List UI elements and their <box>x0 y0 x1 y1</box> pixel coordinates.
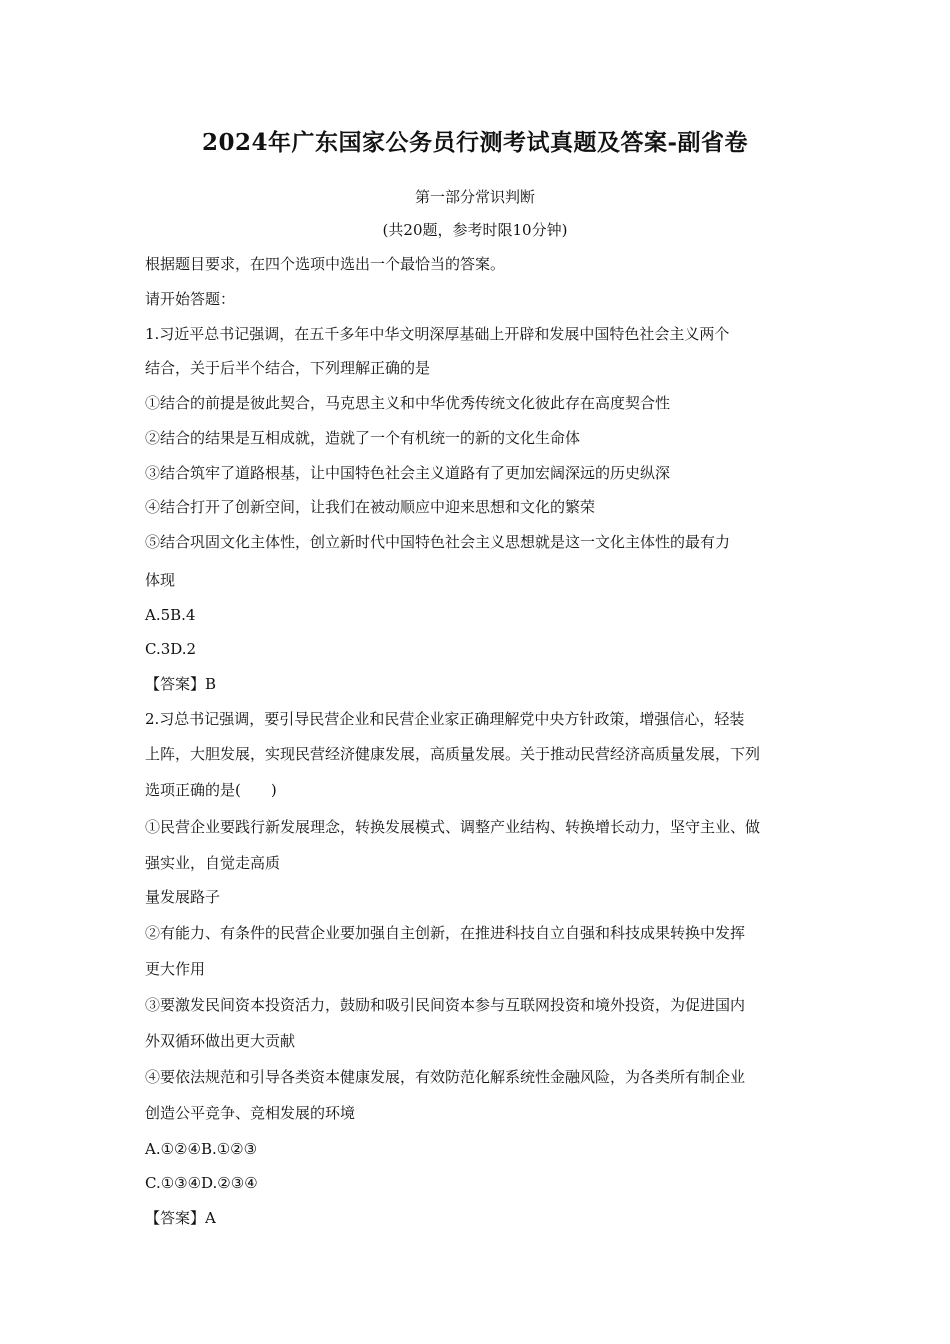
q1-option: 体现 <box>145 571 176 589</box>
q1-option: ④结合打开了创新空间，让我们在被动顺应中迎来思想和文化的繁荣 <box>145 498 596 516</box>
q2-option: 外双循环做出更大贡献 <box>145 1032 296 1050</box>
q1-option: ①结合的前提是彼此契合，马克思主义和中华优秀传统文化彼此存在高度契合性 <box>145 394 671 412</box>
q1-stem-line: 1.习近平总书记强调，在五千多年中华文明深厚基础上开辟和发展中国特色社会主义两个 <box>145 325 730 343</box>
q2-option: 量发展路子 <box>145 888 221 906</box>
q1-option: ⑤结合巩固文化主体性，创立新时代中国特色社会主义思想就是这一文化主体性的最有力 <box>145 533 731 551</box>
section-heading: 第一部分常识判断 <box>414 188 535 206</box>
q1-choices: A.5B.4 <box>145 606 196 624</box>
q2-option: 强实业，自觉走高质 <box>145 854 281 872</box>
q2-option: ①民营企业要践行新发展理念，转换发展模式、调整产业结构、转换增长动力，坚守主业、做 <box>145 818 761 836</box>
q2-choices: C.①③④D.②③④ <box>145 1174 258 1192</box>
instruction-text: 根据题目要求，在四个选项中选出一个最恰当的答案。 <box>145 255 506 273</box>
q1-option: ②结合的结果是互相成就，造就了一个有机统一的新的文化生命体 <box>145 429 581 447</box>
q2-option: ③要激发民间资本投资活力，鼓励和吸引民间资本参与互联网投资和境外投资，为促进国内 <box>145 996 746 1014</box>
q2-stem-line: 2.习总书记强调，要引导民营企业和民营企业家正确理解党中央方针政策，增强信心，轻装 <box>145 710 745 728</box>
q2-option: ④要依法规范和引导各类资本健康发展，有效防范化解系统性金融风险，为各类所有制企业 <box>145 1068 746 1086</box>
q1-option: ③结合筑牢了道路根基，让中国特色社会主义道路有了更加宏阔深远的历史纵深 <box>145 464 671 482</box>
section-note: (共20题，参考时限10分钟) <box>382 221 568 239</box>
q1-choices: C.3D.2 <box>145 640 197 658</box>
q1-answer: 【答案】B <box>145 675 217 693</box>
q1-stem-line: 结合，关于后半个结合，下列理解正确的是 <box>145 359 431 377</box>
q2-choices: A.①②④B.①②③ <box>145 1140 258 1158</box>
q2-option: 更大作用 <box>145 960 206 978</box>
q2-option: ②有能力、有条件的民营企业要加强自主创新，在推进科技自立自强和科技成果转换中发挥 <box>145 924 746 942</box>
start-text: 请开始答题： <box>145 290 236 308</box>
q2-stem-line: 上阵，大胆发展，实现民营经济健康发展，高质量发展。关于推动民营经济高质量发展，下列 <box>145 745 761 763</box>
q2-answer: 【答案】A <box>145 1209 216 1227</box>
q2-stem-line: 选项正确的是( ) <box>145 781 277 799</box>
document-title: 2024年广东国家公务员行测考试真题及答案-副省卷 <box>201 129 749 156</box>
q2-option: 创造公平竞争、竞相发展的环境 <box>145 1104 356 1122</box>
